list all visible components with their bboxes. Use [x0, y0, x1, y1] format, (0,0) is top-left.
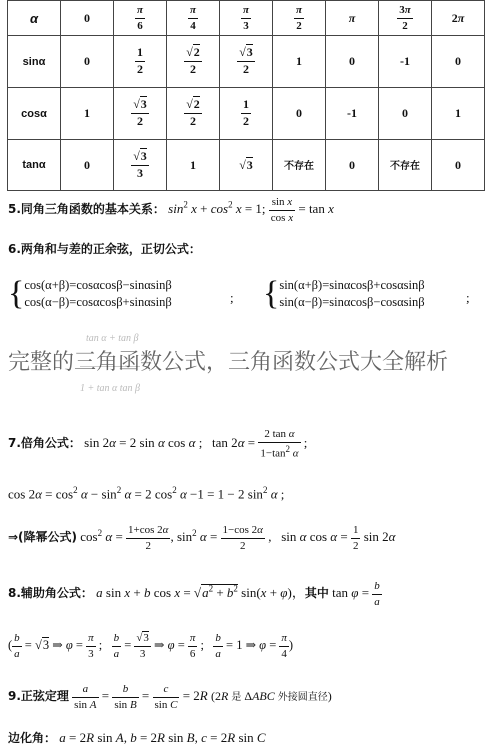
row-label-sin: sinα	[8, 36, 61, 88]
table-cell: 1	[432, 88, 485, 140]
power-reduction-label: ⇒(降幂公式)	[8, 530, 78, 545]
table-cell: -1	[326, 88, 379, 140]
row-label-cos: cosα	[8, 88, 61, 140]
header-cell-alpha: α	[8, 1, 61, 36]
section-5	[8, 196, 334, 224]
table-row-tan	[8, 140, 485, 191]
table-cell: $\frac{√3}{2}$	[114, 88, 167, 140]
table-cell: 0	[379, 88, 432, 140]
table-cell: $\frac{√2}{2}$	[167, 36, 220, 88]
table-cell: $\frac{√3}{2}$	[220, 36, 273, 88]
sin-plus-formula: sin(α+β)=sinαcosβ+cosαsinβ	[279, 278, 425, 292]
section-7-line-2: $\cos 2\alpha = \cos^2 \alpha - \sin^2 \alpha = 2$ $\cos^2 \alpha -1 = 1 - 2$ $\sin^2 \alpha$ ;	[8, 485, 285, 502]
section-9-title: 9.正弦定理	[8, 689, 69, 704]
table-header-row	[8, 1, 485, 36]
table-cell: √3	[220, 140, 273, 191]
table-cell: 0	[61, 140, 114, 191]
table-cell: $\frac{1}{2}$	[220, 88, 273, 140]
header-cell-2pi: 2π	[432, 1, 485, 36]
table-row-cos	[8, 88, 485, 140]
row-label-tan: tanα	[8, 140, 61, 191]
header-cell-0: 0	[61, 1, 114, 36]
sin-minus-formula: sin(α−β)=sinαcosβ−cosαsinβ	[279, 295, 425, 309]
table-cell: $\frac{√2}{2}$	[167, 88, 220, 140]
table-cell: 0	[273, 88, 326, 140]
header-cell-pi: π	[326, 1, 379, 36]
header-cell-pi2: $\frac{\pi}{2}$	[273, 1, 326, 36]
table-cell: 1	[61, 88, 114, 140]
edge-to-angle-label: 边化角：	[8, 731, 57, 745]
table-cell: 0	[326, 36, 379, 88]
section-8-line-1: 8.辅助角公式： a sin x + b $\cos x = √a^2 + b^2$ sin(x + φ)，其中 tan φ = $\frac{b}{a}$	[8, 580, 380, 608]
table-cell: 不存在	[273, 140, 326, 191]
table-row-sin	[8, 36, 485, 88]
section-7-line-3: ⇒(降幂公式) $\cos^2 \alpha$ = $\frac{1+\cos 2\alpha}{2}$ , $\sin^2 \alpha$ = $\frac{1-\cos 2\alpha}{2}$ , sin α cos α = $\frac{1}{2}$ sin 2α	[8, 524, 396, 552]
header-cell-pi4: $\frac{\pi}{4}$	[167, 1, 220, 36]
brace: {	[8, 275, 25, 312]
table-cell: 1	[167, 140, 220, 191]
table-cell: 0	[61, 36, 114, 88]
faded-tan-formula: tan α + tan β 1 + tan α tan β	[80, 333, 141, 394]
section-8-examples: ( $\frac{b}{a}$ = √3 ⇒ φ = $\frac{\pi}{3}$ ; $\frac{b}{a}$ = $\frac{√3}{3}$ ⇒ φ = $\frac{\pi}{6}$ ; $\frac{b}{a}$ = 1 ⇒ φ = $\frac{\pi}{4}$ )	[8, 632, 294, 660]
brace: {	[263, 275, 280, 312]
section-8-title: 8.辅助角公式：	[8, 586, 93, 601]
overlay-title: 完整的三角函数公式，三角函数公式大全解析	[8, 350, 449, 375]
section-7-title: 7.倍角公式：	[8, 435, 81, 450]
header-cell-pi6: $\frac{\pi}{6}$	[114, 1, 167, 36]
section-9-line-2: 边化角： a = 2R sin A, b = 2R sin B, c = 2R sin C	[8, 730, 266, 745]
table-cell: 0	[432, 36, 485, 88]
cos-minus-formula: cos(α−β)=cosαcosβ+sinαsinβ	[24, 295, 172, 309]
table-cell: $\frac{√3}{3}$	[114, 140, 167, 191]
header-cell-3pi2: $\frac{3\pi}{2}$	[379, 1, 432, 36]
section-9-line-1: 9.正弦定理 $\frac{a}{\text{sin A}}$ = $\frac{b}{\text{sin B}}$ = $\frac{c}{\text{sin C}}$ = 2R (2R 是 ΔABC 外接圆直径)	[8, 683, 332, 711]
table-cell: 0	[432, 140, 485, 191]
separator: ;	[466, 290, 470, 305]
section-6-title: 6.两角和与差的正余弦，正切公式：	[8, 242, 201, 256]
sin-sum-diff-system	[263, 277, 425, 311]
table-cell: 0	[326, 140, 379, 191]
table-cell: 1	[273, 36, 326, 88]
table-cell: 不存在	[379, 140, 432, 191]
table-cell: -1	[379, 36, 432, 88]
trig-values-table	[7, 0, 485, 191]
cos-plus-formula: cos(α+β)=cosαcosβ−sinαsinβ	[24, 278, 172, 292]
section-7-line-1: 7.倍角公式： sin 2α = 2 sin α cos α ; tan 2α = $\frac{\text{2 tan α}}{1-\tan^2 \alpha}$ ;	[8, 428, 308, 460]
header-cell-pi3: $\frac{\pi}{3}$	[220, 1, 273, 36]
separator: ;	[230, 290, 234, 305]
cos-sum-diff-system	[8, 277, 172, 311]
identity-formula: $\sin^2 x + \cos^2 x = 1$; $\frac{\text{sin x}}{\text{cos x}}$ = tan x	[168, 196, 334, 224]
section-5-title: 5.同角三角函数的基本关系：	[8, 202, 165, 217]
table-cell: $\frac{1}{2}$	[114, 36, 167, 88]
